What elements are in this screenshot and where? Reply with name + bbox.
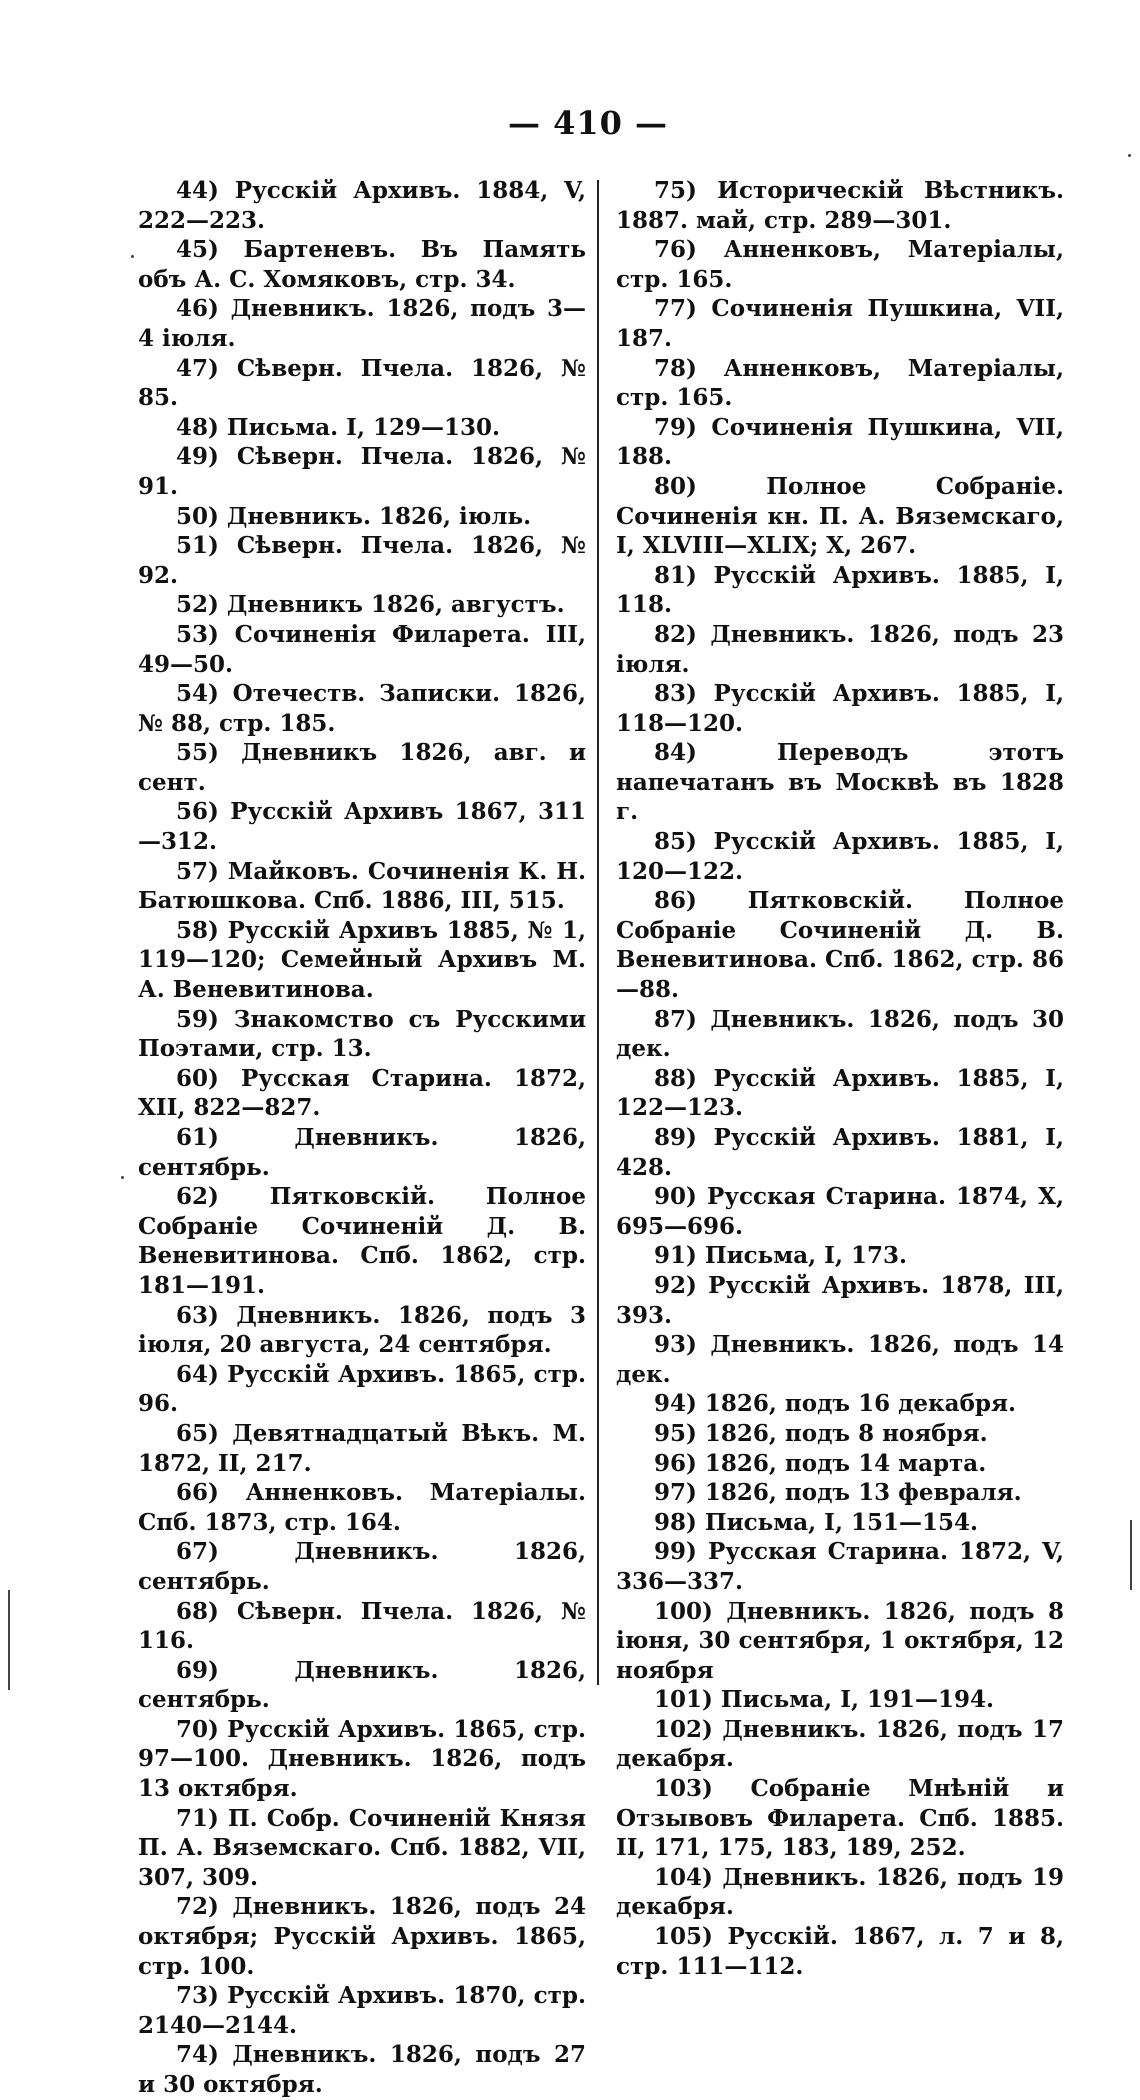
list-item: 48) Письма. I, 129—130. [176, 413, 500, 441]
list-item: 96) 1826, подъ 14 марта. [654, 1449, 987, 1477]
list-item: 47) Сѣверн. Пчела. 1826, № 85. [138, 354, 586, 412]
list-item: 65) Девятнадцатый Вѣкъ. М. 1872, II, 217. [138, 1419, 586, 1477]
list-item: 78) Анненковъ, Матеріалы, стр. 165. [616, 354, 1064, 412]
list-item: 54) Отечеств. Записки. 1826, № 88, стр. 185. [138, 680, 586, 737]
list-item: 89) Русскій Архивъ. 1881, I, 428. [616, 1124, 1064, 1181]
list-item: 100) Дневникъ. 1826, подъ 8 іюня, 30 сентября, 1 октября, 12 ноября [616, 1597, 1064, 1684]
list-item: 85) Русскій Архивъ. 1885, I, 120—122. [616, 828, 1064, 885]
list-item: 45) Бартеневъ. Въ Память объ А. С. Хомяковъ, стр. 34. [138, 236, 586, 293]
list-item: 51) Сѣверн. Пчела. 1826, № 92. [138, 532, 586, 589]
scan-speck [131, 255, 134, 258]
page-number: — 410 — [507, 104, 669, 142]
list-item: 73) Русскій Архивъ. 1870, стр. 2140—2144. [138, 1982, 586, 2039]
list-item: 86) Пятковскій. Полное Собраніе Сочиненій Д. В. Веневитинова. Спб. 1862, стр. 86—88. [616, 887, 1064, 1004]
list-item: 79) Сочиненія Пушкина, VII, 188. [616, 413, 1064, 471]
left-column [138, 176, 586, 2100]
list-item: 102) Дневникъ. 1826, подъ 17 декабря. [616, 1715, 1064, 1773]
list-item: 66) Анненковъ. Матеріалы. Спб. 1873, стр. 164. [138, 1479, 586, 1536]
scan-edge-mark-right [1130, 1520, 1132, 1590]
list-item: 60) Русская Старина. 1872, XII, 822—827. [138, 1064, 586, 1122]
list-item: 68) Сѣверн. Пчела. 1826, № 116. [138, 1597, 586, 1655]
list-item: 55) Дневникъ 1826, авг. и сент. [138, 739, 586, 796]
list-item: 50) Дневникъ. 1826, іюль. [176, 502, 532, 530]
list-item: 103) Собраніе Мнѣній и Отзывовъ Филарета. Спб. 1885. II, 171, 175, 183, 189, 252. [616, 1775, 1064, 1862]
list-item: 61) Дневникъ. 1826, сентябрь. [138, 1124, 586, 1181]
list-item: 76) Анненковъ, Матеріалы, стр. 165. [616, 236, 1064, 293]
list-item: 94) 1826, подъ 16 декабря. [654, 1390, 1016, 1418]
list-item: 99) Русская Старина. 1872, V, 336—337. [616, 1538, 1064, 1595]
scan-edge-mark-left [8, 1590, 10, 1690]
list-item: 56) Русскій Архивъ 1867, 311—312. [138, 798, 586, 856]
list-item: 97) 1826, подъ 13 февраля. [654, 1479, 1022, 1507]
list-item: 64) Русскій Архивъ. 1865, стр. 96. [138, 1360, 586, 1418]
list-item: 57) Майковъ. Сочиненія К. Н. Батюшкова. Спб. 1886, III, 515. [138, 857, 586, 915]
list-item: 72) Дневникъ. 1826, подъ 24 октября; Русскій Архивъ. 1865, стр. 100. [138, 1893, 586, 1980]
column-divider [597, 180, 599, 1685]
list-item: 44) Русскій Архивъ. 1884, V, 222—223. [138, 177, 586, 234]
list-item: 98) Письма, I, 151—154. [654, 1508, 978, 1536]
right-column [616, 176, 1064, 1981]
list-item: 87) Дневникъ. 1826, подъ 30 дек. [616, 1005, 1064, 1063]
list-item: 52) Дневникъ 1826, августъ. [176, 591, 565, 619]
list-item: 53) Сочиненія Филарета. III, 49—50. [138, 620, 586, 678]
list-item: 62) Пятковскій. Полное Собраніе Сочиненій Д. В. Веневитинова. Спб. 1862, стр. 181—191. [138, 1183, 586, 1299]
scan-speck [1128, 154, 1131, 157]
list-item: 104) Дневникъ. 1826, подъ 19 декабря. [616, 1863, 1064, 1921]
list-item: 71) П. Собр. Сочиненій Князя П. А. Вяземскаго. Спб. 1882, VII, 307, 309. [138, 1804, 586, 1891]
list-item: 84) Переводъ этотъ напечатанъ въ Москвѣ въ 1828 г. [616, 739, 1064, 826]
scan-speck [121, 1176, 124, 1179]
list-item: 93) Дневникъ. 1826, подъ 14 дек. [616, 1331, 1064, 1388]
list-item: 67) Дневникъ. 1826, сентябрь. [138, 1538, 586, 1595]
list-item: 63) Дневникъ. 1826, подъ 3 іюля, 20 августа, 24 сентября. [138, 1301, 586, 1359]
list-item: 58) Русскій Архивъ 1885, № 1, 119—120; Семейный Архивъ М. А. Веневитинова. [138, 916, 586, 1004]
list-item: 81) Русскій Архивъ. 1885, I, 118. [616, 561, 1064, 619]
list-item: 91) Письма, I, 173. [654, 1242, 907, 1270]
list-item: 90) Русская Старина. 1874, X, 695—696. [616, 1183, 1064, 1240]
list-item: 82) Дневникъ. 1826, подъ 23 іюля. [616, 620, 1064, 678]
list-item: 105) Русскій. 1867, л. 7 и 8, стр. 111—112. [616, 1923, 1064, 1980]
list-item: 88) Русскій Архивъ. 1885, I, 122—123. [616, 1064, 1064, 1122]
list-item: 69) Дневникъ. 1826, сентябрь. [138, 1656, 586, 1714]
list-item: 74) Дневникъ. 1826, подъ 27 и 30 октября. [138, 2041, 586, 2098]
list-item: 83) Русскій Архивъ. 1885, I, 118—120. [616, 680, 1064, 737]
list-item: 59) Знакомство съ Русскими Поэтами, стр. 13. [138, 1005, 586, 1063]
list-item: 80) Полное Собраніе. Сочиненія кн. П. А. Вяземскаго, I, XLVIII—XLIX; X, 267. [616, 472, 1064, 560]
list-item: 46) Дневникъ. 1826, подъ 3—4 іюля. [138, 295, 586, 352]
list-item: 49) Сѣверн. Пчела. 1826, № 91. [138, 443, 586, 500]
list-item: 101) Письма, I, 191—194. [654, 1686, 994, 1714]
list-item: 75) Историческій Вѣстникъ. 1887. май, стр. 289—301. [616, 177, 1064, 234]
list-item: 95) 1826, подъ 8 ноября. [654, 1419, 988, 1447]
list-item: 77) Сочиненія Пушкина, VII, 187. [616, 295, 1064, 352]
list-item: 92) Русскій Архивъ. 1878, III, 393. [616, 1271, 1064, 1329]
list-item: 70) Русскій Архивъ. 1865, стр. 97—100. Дневникъ. 1826, подъ 13 октября. [138, 1715, 586, 1803]
